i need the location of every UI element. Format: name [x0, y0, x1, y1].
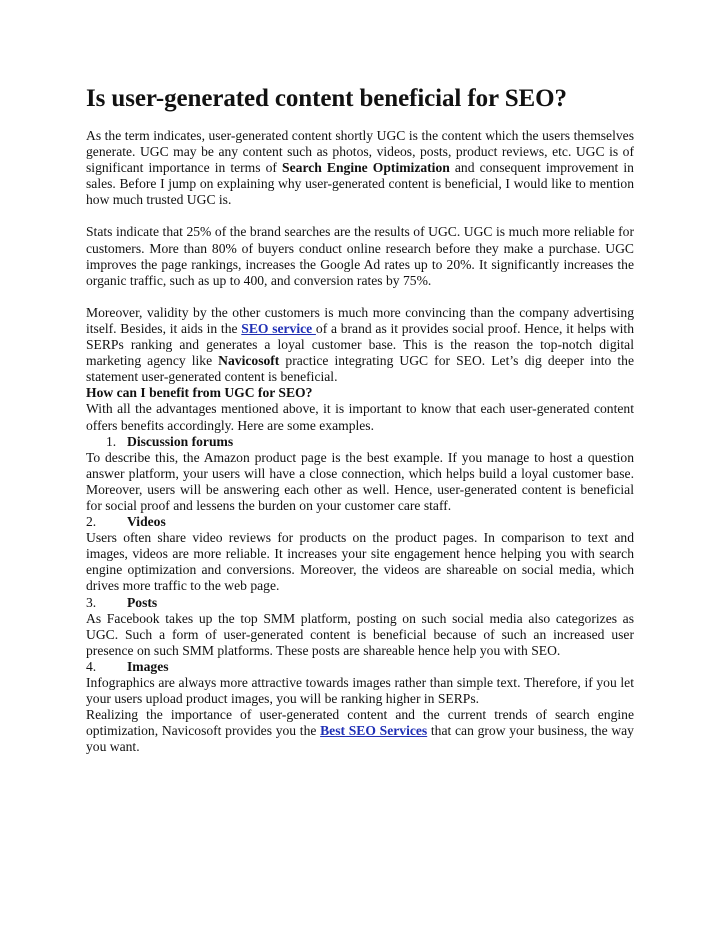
list-item-text-2: Users often share video reviews for products on the product pages. In comparison to text and images, videos are more reliable. It increases your site engagement hence helping you with search engine optimization and conversions. Moreover, the videos are shareable on social media, which drives more traffic to the web page. — [86, 530, 634, 594]
list-item-text-4: Infographics are always more attractive towards images rather than simple text. Therefore, if you let your users upload product images, you will be ranking higher in SERPs. — [86, 675, 634, 707]
closing-text-b: that can grow your business, the way you want. — [86, 723, 634, 755]
list-item-number: 4. — [86, 658, 97, 674]
validity-text-a: Moreover, validity by the other customers is much more convincing than the company advertising itself. Besides, it aids in the — [86, 304, 634, 336]
list-item-number: 2. — [86, 514, 97, 530]
list-item-number: 3. — [86, 594, 97, 610]
list-item-number: 1. — [106, 433, 117, 449]
intro-bold-phrase: Search Engine Optimization — [282, 160, 450, 176]
closing-paragraph — [86, 707, 634, 755]
list-item-label: Images — [127, 658, 169, 674]
validity-text-c: practice integrating UGC for SEO. Let’s dig deeper into the statement user-generated content is beneficial. — [86, 353, 634, 385]
list-item-label: Discussion forums — [127, 433, 234, 449]
benefit-paragraph: With all the advantages mentioned above, it is important to know that each user-generated content offers benefits accordingly. Here are some examples. — [86, 401, 634, 433]
stats-paragraph: Stats indicate that 25% of the brand searches are the results of UGC. UGC is much more reliable for customers. More than 80% of buyers conduct online research before they make a purchase. UGC improves the page rankings, increases the Google Ad rates up to 20%. It significantly increases the organic traffic, such as up to 400, and conversion rates by 75%. — [86, 224, 634, 288]
intro-paragraph — [86, 128, 634, 208]
validity-text-b: of a brand as it provides social proof. Hence, it helps with SERPs ranking and generates a loyal customer base. This is the reason the top-notch digital marketing agency like — [86, 320, 634, 369]
navicosoft-bold: Navicosoft — [218, 353, 280, 369]
list-item-label: Videos — [127, 514, 166, 530]
best-seo-services-link[interactable]: Best SEO Services — [320, 723, 428, 739]
list-item-text-3: As Facebook takes up the top SMM platform, posting on such social media also categorizes as UGC. Such a form of user-generated content is beneficial because of such an increased user presence on such SMM platforms. These posts are shareable hence help you with SEO. — [86, 610, 634, 658]
closing-text-a: Realizing the importance of user-generated content and the current trends of search engine optimization, Navicosoft provides you the — [86, 707, 634, 739]
intro-text-a: As the term indicates, user-generated content shortly UGC is the content which the users themselves generate. UGC may be any content such as photos, videos, posts, product reviews, etc. UGC is of significant importance in terms of — [86, 128, 634, 176]
benefit-heading: How can I benefit from UGC for SEO? — [86, 385, 313, 401]
list-item-heading-1 — [86, 434, 634, 450]
validity-paragraph — [86, 305, 634, 385]
intro-text-b: and consequent improvement in sales. Before I jump on explaining why user-generated content is beneficial, I would like to mention how much trusted UGC is. — [86, 160, 634, 208]
seo-service-link[interactable]: SEO service — [241, 320, 316, 336]
list-item-heading-2 — [86, 514, 634, 530]
list-item-heading-4 — [86, 659, 634, 675]
list-item-label: Posts — [127, 594, 158, 610]
list-item-heading-3 — [86, 595, 634, 611]
page-title: Is user-generated content beneficial for SEO? — [86, 85, 567, 112]
list-item-text-1: To describe this, the Amazon product page is the best example. If you manage to host a question answer platform, your users will have a close connection, which helps build a loyal customer base. Moreover, users will be answering each other as well. Hence, user-generated content is beneficial for social proof and lessens the burden on your customer care staff. — [86, 449, 634, 513]
